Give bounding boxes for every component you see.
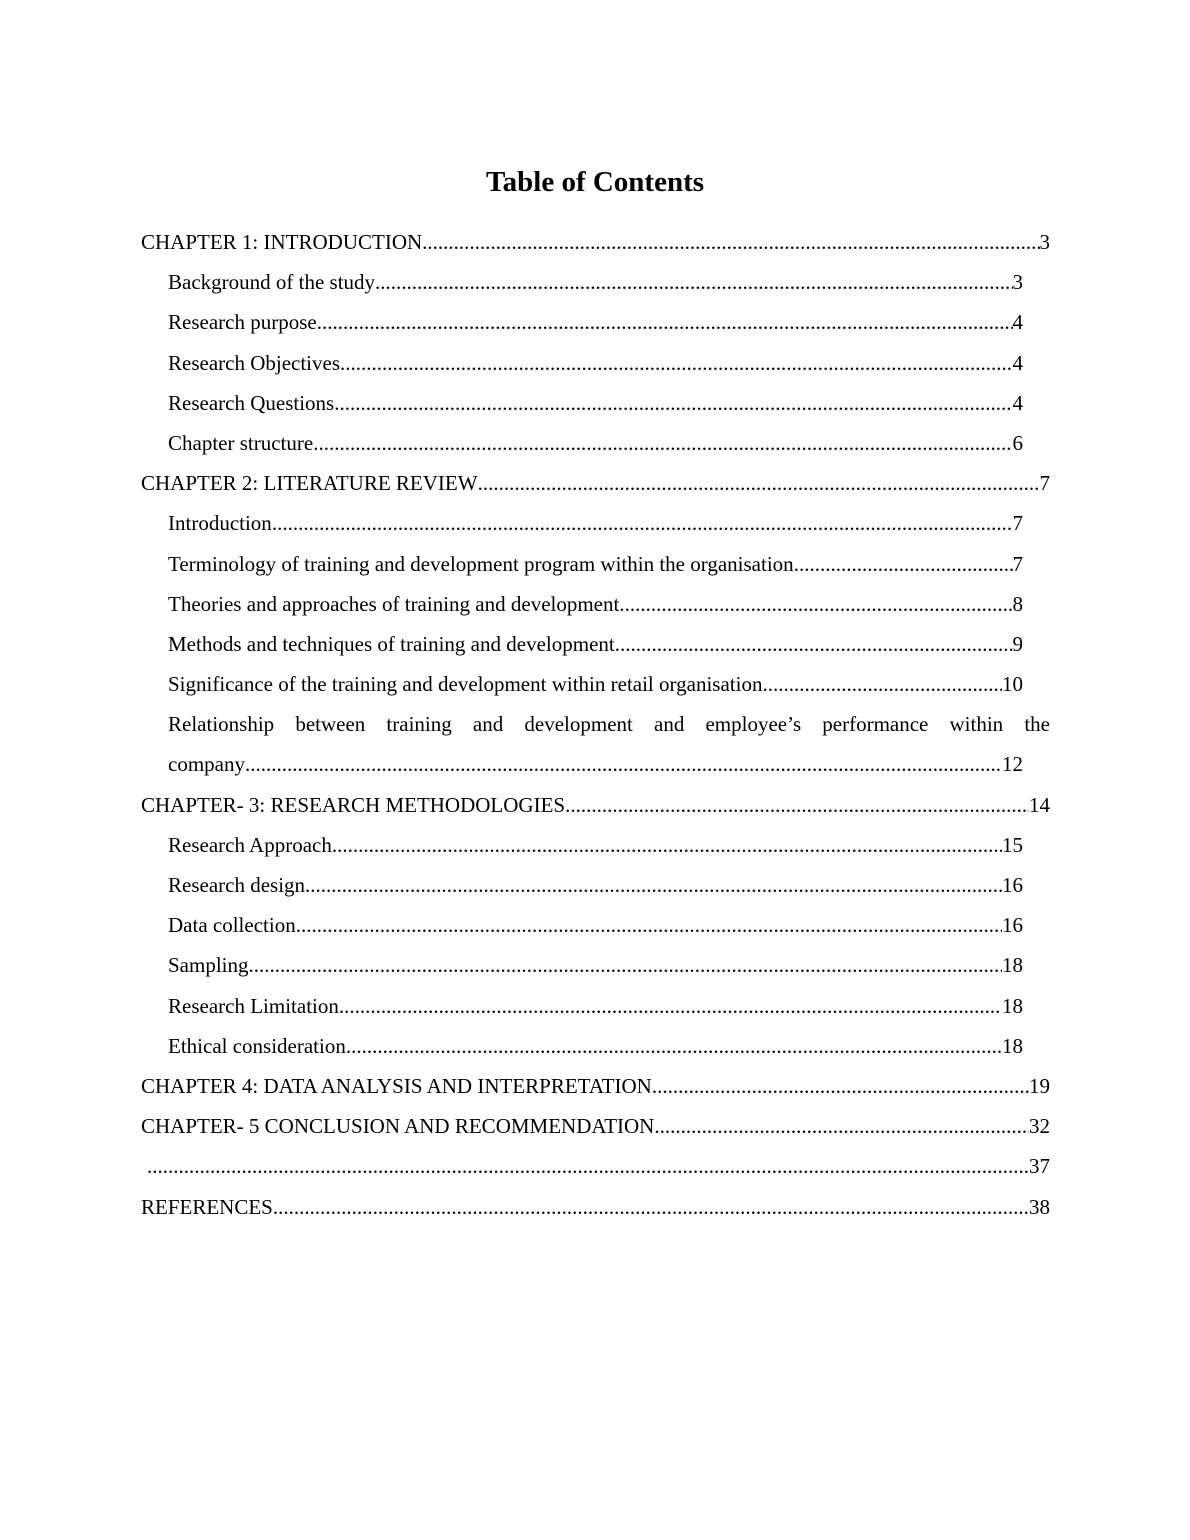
toc-entry-label: Terminology of training and development program within the organisation [168,551,794,576]
toc-entry-research-objectives[interactable] [168,343,1023,383]
toc-page-number: 37 [1029,1154,1050,1179]
toc-page-number: 3 [1012,270,1023,295]
toc-entry-chapter-1[interactable] [141,222,1050,262]
toc-page-number: 18 [1002,993,1023,1018]
toc-entry-label: Sampling [168,953,249,978]
toc-page-number: 15 [1002,832,1023,857]
dot-leader [249,945,1002,985]
dot-leader [565,785,1029,825]
toc-entry-references[interactable] [141,1187,1050,1227]
toc-entry-theories[interactable] [168,584,1023,624]
toc-entry-label: Methods and techniques of training and development [168,631,615,656]
toc-page-number: 18 [1002,953,1023,978]
dot-leader [273,1187,1029,1227]
dot-leader [615,624,1013,664]
toc-entry-label: Research Questions [168,390,335,415]
toc-entry-research-purpose[interactable] [168,302,1023,342]
toc-entry-research-approach[interactable] [168,825,1023,865]
toc-entry-label: Data collection [168,913,296,938]
toc-entry-label: CHAPTER- 3: RESEARCH METHODOLOGIES [141,792,566,817]
toc-entry-research-design[interactable] [168,865,1023,905]
toc-entry-label: Significance of the training and development within retail organisation [168,672,763,697]
dot-leader [147,1146,1029,1186]
toc-entry-label: Theories and approaches of training and development [168,591,620,616]
toc-entry-methods[interactable] [168,624,1023,664]
toc-entry-label: Research Approach [168,832,332,857]
toc-entry-label: Ethical consideration [168,1033,346,1058]
dot-leader [340,343,1012,383]
toc-entry-chapter-5[interactable] [141,1106,1050,1146]
toc-entry-label: Research design [168,873,306,897]
dot-leader [296,905,1002,945]
toc-entry-research-questions[interactable] [168,383,1023,423]
dot-leader [305,865,1002,905]
toc-entry-background[interactable] [168,262,1023,302]
toc-entry-chapter-structure[interactable] [168,423,1023,463]
dot-leader [334,383,1012,423]
toc-entry-significance[interactable] [168,664,1023,704]
toc-entry-label: Research Objectives [168,350,341,375]
toc-page-number: 7 [1039,471,1050,496]
toc-entry-label: CHAPTER- 5 CONCLUSION AND RECOMMENDATION [141,1114,655,1139]
toc-entry-chapter-3[interactable] [141,785,1050,825]
toc-page-number: 18 [1002,1033,1023,1058]
dot-leader [652,1066,1029,1106]
dot-leader [375,262,1012,302]
toc-entry-chapter-2[interactable] [141,463,1050,503]
page-title: Table of Contents [485,166,705,198]
toc-page-number: 3 [1039,230,1050,254]
toc-page-number: 4 [1012,310,1023,335]
toc-entry-label: Research purpose [168,310,317,335]
toc-page-number: 32 [1029,1114,1050,1139]
toc-entry-label-line-2: company [168,752,245,777]
toc-entry-terminology[interactable] [168,544,1023,584]
toc-page-number: 19 [1029,1073,1050,1098]
toc-page-number: 7 [1012,511,1023,536]
toc-page-number: 7 [1012,551,1023,576]
dot-leader [245,744,1002,784]
toc-page-number: 6 [1012,430,1023,455]
toc-entry-label: CHAPTER 1: INTRODUCTION [141,230,423,254]
toc-page-number: 4 [1012,350,1023,375]
toc-entry-relationship[interactable] [168,704,1050,784]
toc-page-number: 38 [1029,1194,1050,1219]
toc-entry-sampling[interactable] [168,945,1023,985]
toc-entry-data-collection[interactable] [168,905,1023,945]
toc-entry-label: CHAPTER 4: DATA ANALYSIS AND INTERPRETATION [141,1073,652,1098]
toc-entry-label: Chapter structure [168,430,314,455]
toc-entry-untitled[interactable] [147,1146,1050,1186]
toc-page-number: 14 [1029,792,1050,817]
toc-page-number: 16 [1002,913,1023,938]
dot-leader [654,1106,1029,1146]
toc-page-number: 4 [1012,390,1023,415]
toc-page-number: 16 [1002,873,1023,897]
dot-leader [339,986,1002,1026]
dot-leader [272,503,1013,543]
toc-page-number: 10 [1002,672,1023,697]
dot-leader [794,544,1013,584]
toc-page-number: 12 [1002,752,1023,777]
toc-list [141,222,1050,1227]
toc-entry-label: Research Limitation [168,993,339,1018]
dot-leader [422,222,1039,262]
dot-leader [317,302,1013,342]
toc-entry-label: REFERENCES [141,1194,273,1219]
toc-entry-label: CHAPTER 2: LITERATURE REVIEW [141,471,478,496]
toc-entry-label-line-1: Relationship between training and development and employee’s performance within the [168,712,1050,737]
dot-leader [346,1026,1002,1066]
toc-entry-label: Background of the study [168,270,376,295]
toc-entry-research-limitation[interactable] [168,986,1023,1026]
dot-leader [619,584,1012,624]
dot-leader [762,664,1002,704]
toc-entry-label: Introduction [168,511,272,536]
toc-page-number: 8 [1012,591,1023,616]
toc-entry-ethical-consideration[interactable] [168,1026,1023,1066]
dot-leader [478,463,1040,503]
toc-entry-chapter-4[interactable] [141,1066,1050,1106]
dot-leader [313,423,1012,463]
dot-leader [332,825,1002,865]
toc-entry-introduction[interactable] [168,503,1023,543]
toc-page-number: 9 [1012,631,1023,656]
